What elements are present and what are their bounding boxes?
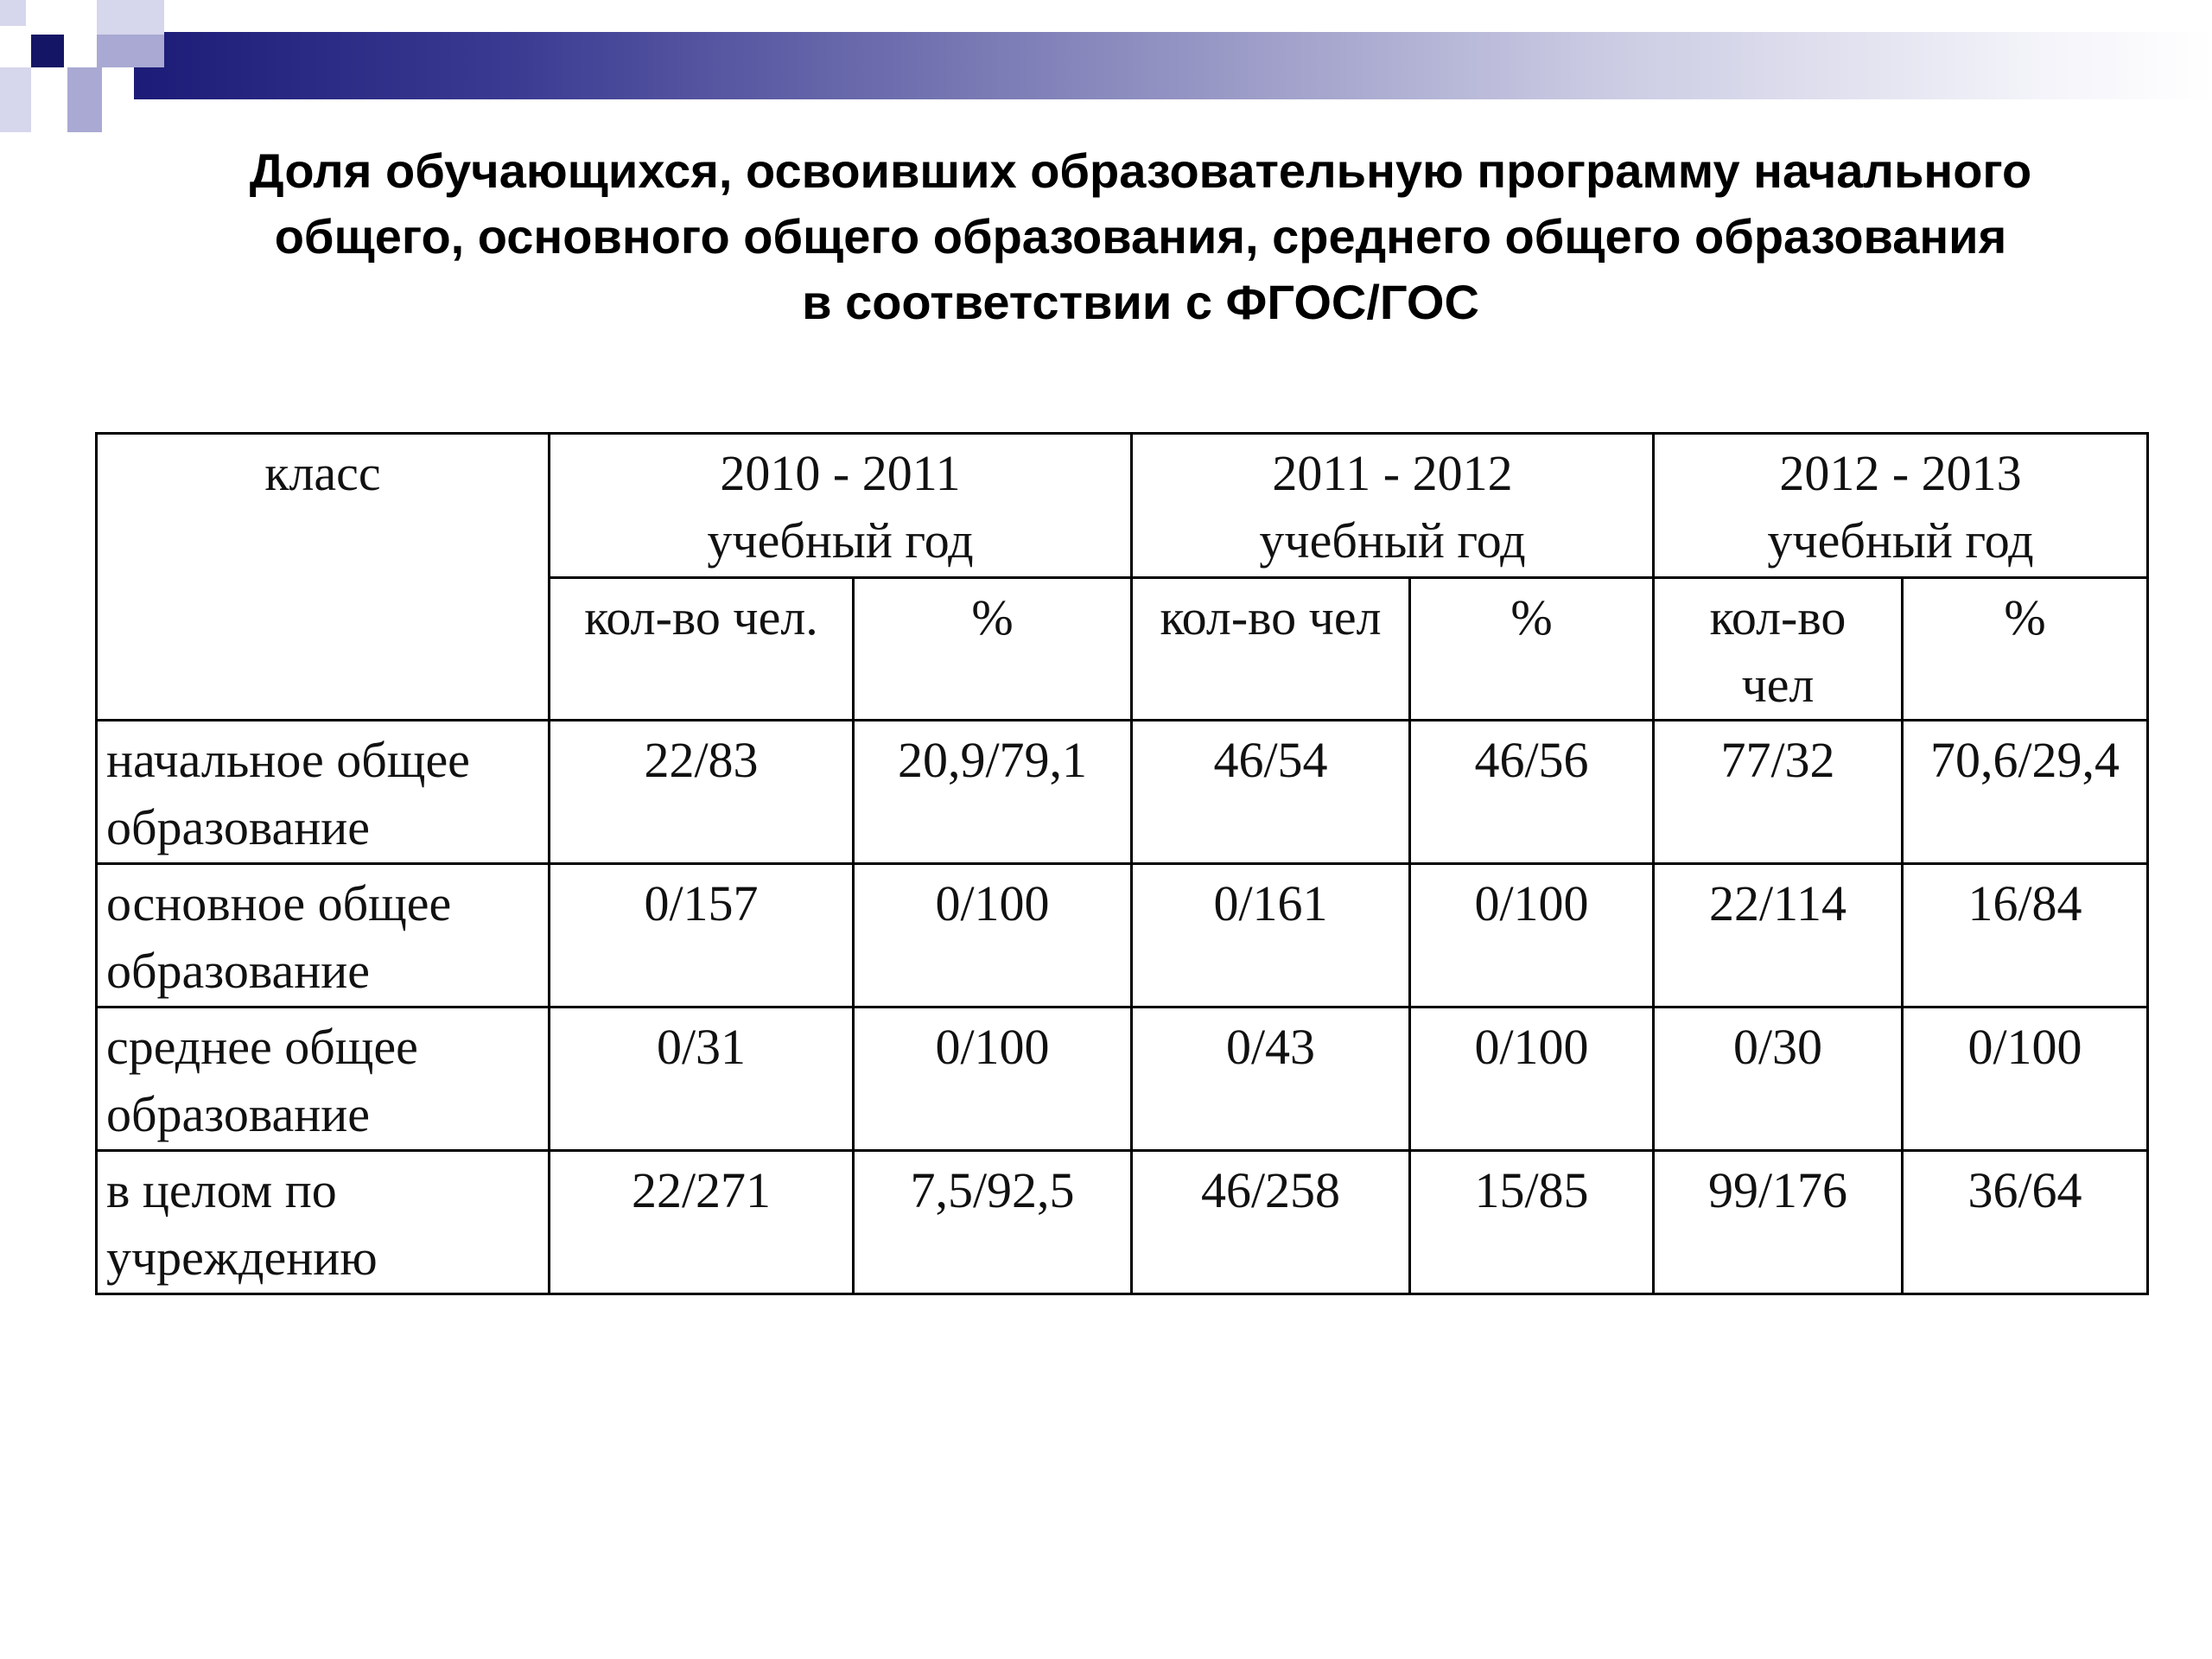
row-label xyxy=(97,1007,550,1151)
count-header-line: чел xyxy=(1741,657,1815,713)
table-cell: 16/84 xyxy=(1903,864,2148,1007)
results-table xyxy=(95,432,2149,1295)
year-label: учебный год xyxy=(1259,512,1526,569)
title-line: в соответствии с ФГОС/ГОС xyxy=(802,275,1479,329)
decor-square xyxy=(31,35,64,67)
title-line: общего, основного общего образования, среднего общего образования xyxy=(274,209,2007,264)
row-label-line: среднее общее xyxy=(106,1019,418,1075)
year-header-cell xyxy=(1654,434,2148,578)
table-row xyxy=(97,864,2148,1007)
table-cell: 22/114 xyxy=(1654,864,1903,1007)
header-gradient-band xyxy=(134,32,2212,99)
class-header: класс xyxy=(264,445,381,501)
count-header: кол-во чел xyxy=(1132,578,1410,721)
year-range: 2011 - 2012 xyxy=(1272,445,1513,501)
row-label-line: в целом по xyxy=(106,1162,337,1218)
table-cell: 7,5/92,5 xyxy=(854,1151,1132,1294)
title-line: Доля обучающихся, освоивших образовательную программу начального xyxy=(249,143,2032,198)
table-cell: 0/100 xyxy=(1410,1007,1654,1151)
decor-square xyxy=(0,67,31,132)
row-label-line: образование xyxy=(106,1086,371,1142)
table-header-row xyxy=(97,434,2148,578)
count-header-line: кол-во xyxy=(1709,589,1847,645)
row-label-line: основное общее xyxy=(106,875,452,931)
table-cell: 22/83 xyxy=(550,721,854,864)
decor-square xyxy=(67,67,102,132)
percent-header: % xyxy=(1410,578,1654,721)
table-cell: 0/157 xyxy=(550,864,854,1007)
table-cell: 0/31 xyxy=(550,1007,854,1151)
table-cell: 0/100 xyxy=(854,1007,1132,1151)
count-header: кол-во чел. xyxy=(550,578,854,721)
decor-square xyxy=(0,0,26,26)
decor-square xyxy=(97,35,164,67)
table-cell: 70,6/29,4 xyxy=(1903,721,2148,864)
table-cell: 0/161 xyxy=(1132,864,1410,1007)
year-label: учебный год xyxy=(707,512,974,569)
table-row xyxy=(97,1151,2148,1294)
table-cell: 0/100 xyxy=(1410,864,1654,1007)
table-cell: 46/54 xyxy=(1132,721,1410,864)
table-cell: 0/43 xyxy=(1132,1007,1410,1151)
table-cell: 15/85 xyxy=(1410,1151,1654,1294)
year-range: 2010 - 2011 xyxy=(720,445,961,501)
table-cell: 0/100 xyxy=(1903,1007,2148,1151)
table-cell: 36/64 xyxy=(1903,1151,2148,1294)
row-label xyxy=(97,1151,550,1294)
year-header-cell xyxy=(1132,434,1654,578)
table-cell: 99/176 xyxy=(1654,1151,1903,1294)
table-cell: 77/32 xyxy=(1654,721,1903,864)
percent-header: % xyxy=(854,578,1132,721)
row-label xyxy=(97,721,550,864)
year-range: 2012 - 2013 xyxy=(1779,445,2022,501)
table-row xyxy=(97,721,2148,864)
table-row xyxy=(97,1007,2148,1151)
count-header xyxy=(1654,578,1903,721)
table-cell: 22/271 xyxy=(550,1151,854,1294)
row-label-line: учреждению xyxy=(106,1230,378,1286)
table-cell: 20,9/79,1 xyxy=(854,721,1132,864)
class-header-cell xyxy=(97,434,550,721)
table-cell: 46/56 xyxy=(1410,721,1654,864)
row-label-line: начальное общее xyxy=(106,732,470,788)
table-cell: 46/258 xyxy=(1132,1151,1410,1294)
row-label-line: образование xyxy=(106,799,371,855)
year-header-cell xyxy=(550,434,1132,578)
decor-square xyxy=(97,0,164,35)
row-label-line: образование xyxy=(106,943,371,999)
slide-title xyxy=(86,138,2195,335)
percent-header: % xyxy=(1903,578,2148,721)
year-label: учебный год xyxy=(1767,512,2034,569)
row-label xyxy=(97,864,550,1007)
table-cell: 0/30 xyxy=(1654,1007,1903,1151)
table-cell: 0/100 xyxy=(854,864,1132,1007)
